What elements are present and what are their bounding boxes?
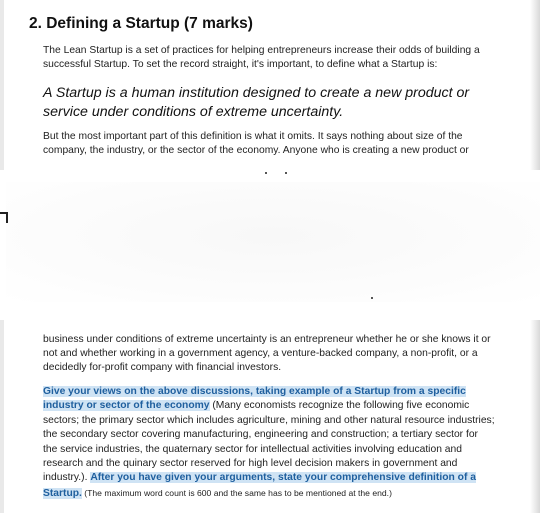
question-prompt: Give your views on the above discussions, taking example of a Startup from a specific industry or sector of the economy xyxy=(43,386,466,412)
omission-paragraph: But the most important part of this definition is what it omits. It says nothing about size of the company, the industry, or the sector of the economy. Anyone who is creating a new product or xyxy=(43,131,469,156)
intro-paragraph: The Lean Startup is a set of practices for helping entrepreneurs increase their odds of building a successful Startup. To set the record straight, it's important, to define what a Startup is: xyxy=(43,45,480,70)
assignment-question xyxy=(43,385,495,501)
continuation-paragraph: business under conditions of extreme uncertainty is an entrepreneur whether he or she knows it or not and whether working in a government agency, a venture-backed company, a non-profit, or a decidedly for-profit company with financial investors. xyxy=(43,334,491,373)
startup-definition: A Startup is a human institution designed to create a new product or service under conditions of extreme uncertainty. xyxy=(43,85,470,120)
definition-instruction: After you have given your arguments, state your comprehensive definition of a Startup. xyxy=(43,472,476,499)
word-count-note: (The maximum word count is 600 and the same has to be mentioned at the end.) xyxy=(81,487,392,498)
blurred-band xyxy=(6,182,540,302)
sector-explanation: (Many economists recognize the following five economic sectors; the primary sector which includes agriculture, mining and other natural resource industries; the secondary sector covering manufacturing, engineering and construction; a tertiary sector for the service industries, the quaternary sector for intellectual activities involving education and research and the quinary sector reserved for high level decision makers in government and industry.). xyxy=(43,400,495,484)
section-heading: 2. Defining a Startup (7 marks) xyxy=(29,15,253,32)
stray-mark xyxy=(371,297,373,299)
edge-mark xyxy=(0,212,8,223)
stray-mark xyxy=(285,172,287,174)
stray-mark xyxy=(265,172,267,174)
